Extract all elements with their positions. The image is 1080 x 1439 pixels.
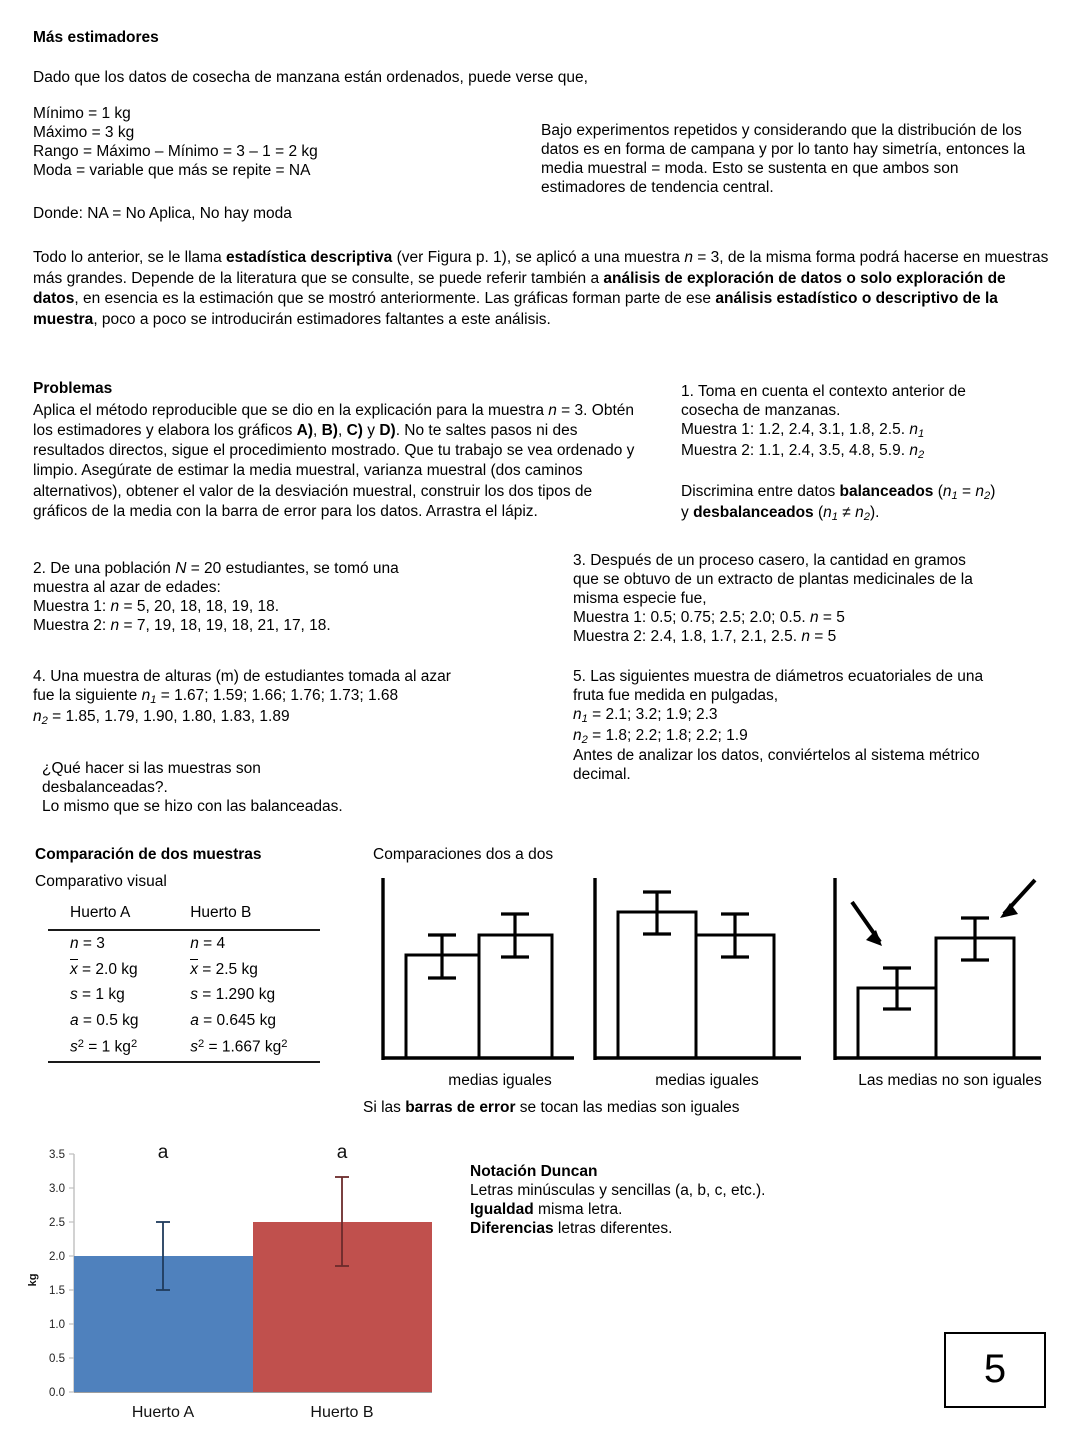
error-bars-footnote <box>363 1098 740 1118</box>
sym-xbar-a: x <box>70 960 78 978</box>
duncan-diferencias: Diferencias <box>470 1219 554 1237</box>
estimator-range: Rango = Máximo – Mínimo = 3 – 1 = 2 kg <box>33 142 318 160</box>
desc-italic-n: n <box>684 249 693 266</box>
x-tick-huerto-a: Huerto A <box>131 1404 195 1421</box>
table-header-row <box>48 900 320 930</box>
p1-m1-text: Muestra 1: 1.2, 2.4, 3.1, 1.8, 2.5. <box>681 420 910 438</box>
comparison-table <box>48 900 320 1068</box>
disc-t3: ) <box>990 483 996 500</box>
desc-bold-2: análisis de exploración de datos o solo exploración de datos <box>33 269 1006 308</box>
page-number-box <box>944 1332 1046 1408</box>
p1-line-1: 1. Toma en cuenta el contexto anterior de <box>681 383 966 400</box>
col-header-huerto-a: Huerto A <box>70 904 131 921</box>
table-row <box>48 982 320 1008</box>
p3-m1-v: = 5 <box>818 608 845 626</box>
p2-m1-v: = 5, 20, 18, 18, 19, 18. <box>119 597 280 615</box>
duncan-line-3 <box>470 1220 890 1239</box>
sym-a-b: a <box>190 1012 199 1030</box>
desc-text-2: (ver Figura p. 1), se aplicó a una muestra <box>392 249 685 266</box>
p4-n2-sub: 2 <box>41 714 48 727</box>
annotation-a-huerto-b: a <box>336 1142 348 1163</box>
y-axis-title: kg <box>27 1273 39 1287</box>
comparativo-visual-subheading: Comparativo visual <box>35 873 167 890</box>
cell-a-b <box>180 1008 320 1034</box>
p1-m2-sub: 2 <box>917 448 925 461</box>
y-tick-1.0: 1.0 <box>49 1319 65 1331</box>
table-row <box>48 1034 320 1062</box>
p4-t1: fue la siguiente <box>33 686 142 704</box>
fn-t2: se tocan las medias son iguales <box>515 1099 740 1116</box>
val-s-a: = 1 kg <box>77 986 125 1004</box>
sym-a-a: a <box>70 1012 79 1030</box>
disc-desbalanceados: desbalanceados <box>693 503 814 521</box>
sup-unit-b: 2 <box>281 1038 288 1051</box>
p1-line-2: cosecha de manzanas. <box>681 401 841 419</box>
p4-n2: n <box>33 707 42 725</box>
y-axis-ticks <box>49 1149 65 1399</box>
p4-line-3 <box>33 708 553 729</box>
y-tick-2.5: 2.5 <box>49 1217 65 1229</box>
disc-n3-sub: 1 <box>831 510 838 523</box>
graph-label-b: B) <box>321 422 338 440</box>
p1-m1-n: n <box>909 420 918 438</box>
y-tick-3.5: 3.5 <box>49 1149 65 1161</box>
sym-s-a: s <box>70 986 78 1004</box>
p5-n2-sub: 2 <box>581 733 588 746</box>
p4-n1-sub: 1 <box>150 694 157 707</box>
disc-t1: Discrimina entre datos <box>681 483 840 500</box>
p1-m1-sub: 1 <box>917 427 925 440</box>
p5-line-1: 5. Las siguientes muestra de diámetros ecuatoriales de una <box>573 668 984 685</box>
caption-panel-3: Las medias no son iguales <box>858 1072 1042 1089</box>
p3-m1-n: n <box>809 608 819 626</box>
duncan-bar-chart <box>22 1140 442 1425</box>
p2-N: N <box>175 560 187 577</box>
table-row <box>48 930 320 957</box>
na-note: Donde: NA = No Aplica, No hay moda <box>33 205 292 222</box>
disc-eq: = <box>957 483 976 500</box>
problem-3 <box>573 552 1073 647</box>
sym-xbar-b: x <box>190 960 198 978</box>
val-n-a: = 3 <box>78 934 105 952</box>
cell-var-b <box>180 1034 320 1062</box>
disc-n1-sub: 1 <box>951 490 958 503</box>
q-line-2: desbalanceadas?. <box>42 778 168 796</box>
disc-t5: ( <box>813 503 824 521</box>
disc-balanceados: balanceados <box>839 483 934 500</box>
p2-m2-t: Muestra 2: <box>33 616 111 634</box>
discrimina-note <box>681 483 1061 524</box>
disc-n4-sub: 2 <box>863 510 870 523</box>
p1-muestra-1 <box>681 421 1061 442</box>
p3-line-3: misma especie fue, <box>573 589 707 607</box>
cell-var-a <box>48 1034 180 1062</box>
duncan-igualdad-text: misma letra. <box>533 1200 623 1218</box>
p4-v1: = 1.67; 1.59; 1.66; 1.76; 1.73; 1.68 <box>156 686 399 704</box>
y-tick-marks <box>69 1154 74 1392</box>
cell-n-a <box>48 930 180 957</box>
duncan-diferencias-text: letras diferentes. <box>553 1219 673 1237</box>
p2-muestra-1 <box>33 598 533 617</box>
disc-n1: n <box>942 483 952 500</box>
caption-panel-1: medias iguales <box>448 1072 552 1089</box>
disc-n2: n <box>975 483 985 500</box>
p2-line-2: muestra al azar de edades: <box>33 578 221 596</box>
q-line-1: ¿Qué hacer si las muestras son <box>42 760 261 777</box>
val-a-b: = 0.645 kg <box>198 1012 276 1030</box>
desbalanceadas-question <box>42 760 472 817</box>
page-title: Más estimadores <box>33 29 159 46</box>
duncan-heading: Notación Duncan <box>470 1163 598 1180</box>
intro-text: Dado que los datos de cosecha de manzana están ordenados, puede verse que, <box>33 69 588 86</box>
graph-label-d: D) <box>379 422 396 440</box>
val-mean-a: = 2.0 kg <box>77 960 138 978</box>
descriptive-statistics-paragraph <box>33 248 1051 330</box>
p5-n1: n <box>573 705 582 723</box>
p3-line-1: 3. Después de un proceso casero, la cantidad en gramos <box>573 552 966 569</box>
p2-m2-v: = 7, 19, 18, 19, 18, 21, 17, 18. <box>119 616 331 634</box>
table-row <box>48 957 320 983</box>
page-number: 5 <box>983 1347 1007 1392</box>
arrow-down-left-icon-2 <box>1000 880 1035 918</box>
y-tick-0.0: 0.0 <box>49 1387 65 1399</box>
p4-v2: = 1.85, 1.79, 1.90, 1.80, 1.83, 1.89 <box>47 707 290 725</box>
disc-n2-sub: 2 <box>984 490 991 503</box>
cell-s-a <box>48 982 180 1008</box>
prob-intro-3: . No te saltes pasos ni des resultados directos, sigue el procedimiento mostrado. Que tu trabajo se vea ordenado y limpio. Asegúrate de estimar la media muestral, varianza muestral (dos caminos alternativos), obtener el valor de la desviación muestral, construir los dos tipos de gráficos de la media con la barra de error para los datos. Arrastra el lápiz. <box>33 422 635 520</box>
discrimina-line-1 <box>681 483 1061 504</box>
disc-neq: ≠ <box>837 503 856 521</box>
p5-line-6: decimal. <box>573 766 631 784</box>
arrow-down-left-icon <box>852 902 882 946</box>
table-bottom-rule <box>48 1062 320 1068</box>
estimator-mode: Moda = variable que más se repite = NA <box>33 161 311 179</box>
problem-4 <box>33 668 553 728</box>
disc-t2: ( <box>933 483 943 500</box>
estimator-min: Mínimo = 1 kg <box>33 105 131 122</box>
schematic-panel-1 <box>378 878 578 1068</box>
sym-n-a: n <box>70 934 79 952</box>
col-header-huerto-b: Huerto B <box>190 904 252 921</box>
p5-line-4 <box>573 727 1073 748</box>
sup-s2-a: 2 <box>77 1038 84 1051</box>
p3-muestra-2 <box>573 628 1073 647</box>
p3-m2-v: = 5 <box>809 627 837 645</box>
fn-t1: Si las <box>363 1099 406 1116</box>
p1-m2-text: Muestra 2: 1.1, 2.4, 3.5, 4.8, 5.9. <box>681 441 910 459</box>
val-n-b: = 4 <box>198 934 226 952</box>
graph-label-a: A) <box>296 422 313 440</box>
p3-line-2: que se obtuvo de un extracto de plantas medicinales de la <box>573 570 973 588</box>
sym-s2-a: s <box>70 1038 78 1056</box>
p1-m2-n: n <box>909 441 918 459</box>
sep-2: , <box>337 422 347 440</box>
val-mean-b: = 2.5 kg <box>197 960 258 978</box>
desc-text-5: , poco a poco se introducirán estimadores faltantes a este análisis. <box>93 310 551 328</box>
desc-text-3: = 3, de la misma forma podrá hacerse en muestras más grandes. Depende de la literatura que se consulte, se puede referir también a <box>33 249 1049 287</box>
p3-m1-t: Muestra 1: 0.5; 0.75; 2.5; 2.0; 0.5. <box>573 608 810 626</box>
cell-a-a <box>48 1008 180 1034</box>
p2-t2: = 20 estudiantes, se tomó una <box>186 560 399 577</box>
comparacion-heading: Comparación de dos muestras <box>35 846 262 863</box>
disc-n3: n <box>823 503 832 521</box>
p2-muestra-2 <box>33 617 533 636</box>
cell-s-b <box>180 982 320 1008</box>
val-a-a: = 0.5 kg <box>78 1012 139 1030</box>
duncan-notation-block <box>470 1163 890 1239</box>
disc-t4: y <box>681 503 694 521</box>
prob-intro-n: n <box>548 402 557 419</box>
fn-bold: barras de error <box>405 1099 516 1116</box>
p2-m1-n: n <box>110 597 120 615</box>
p2-t1: 2. De una población <box>33 560 176 577</box>
p5-line-3 <box>573 706 1073 727</box>
y-tick-1.5: 1.5 <box>49 1285 65 1297</box>
p5-line-5: Antes de analizar los datos, conviértelos al sistema métrico <box>573 747 980 765</box>
sym-s-b: s <box>190 986 198 1004</box>
problemas-heading: Problemas <box>33 380 113 397</box>
cell-mean-a <box>48 957 180 983</box>
val-var-a: = 1 kg <box>83 1038 131 1056</box>
schematic-panel-2 <box>590 878 805 1068</box>
table-row <box>48 1008 320 1034</box>
prob-intro-1: Aplica el método reproducible que se dio en la explicación para la muestra <box>33 402 549 419</box>
problem-2 <box>33 560 533 636</box>
p4-line-1: 4. Una muestra de alturas (m) de estudiantes tomada al azar <box>33 668 451 685</box>
q-line-3: Lo mismo que se hizo con las balanceadas. <box>42 797 343 815</box>
duncan-line-2 <box>470 1201 890 1220</box>
p3-m2-n: n <box>801 627 810 645</box>
problem-1 <box>681 383 1061 462</box>
p3-m2-t: Muestra 2: 2.4, 1.8, 1.7, 2.1, 2.5. <box>573 627 802 645</box>
disc-t6: ). <box>869 503 880 521</box>
estimator-list <box>33 105 533 181</box>
y-tick-0.5: 0.5 <box>49 1353 65 1365</box>
val-s-b: = 1.290 kg <box>197 986 276 1004</box>
p2-m1-t: Muestra 1: <box>33 597 111 615</box>
problem-5 <box>573 668 1073 785</box>
p2-line-1 <box>33 560 533 579</box>
p5-line-2: fruta fue medida en pulgadas, <box>573 686 779 704</box>
caption-panel-2: medias iguales <box>655 1072 759 1089</box>
prob-intro-2: = 3. Obtén los estimadores y elabora los gráficos <box>33 402 634 440</box>
sup-unit-a: 2 <box>130 1038 138 1051</box>
disc-n4: n <box>855 503 864 521</box>
p5-v2: = 1.8; 2.2; 1.8; 2.2; 1.9 <box>587 726 748 744</box>
p3-muestra-1 <box>573 609 1073 628</box>
duncan-igualdad: Igualdad <box>470 1200 534 1218</box>
cell-mean-b <box>180 957 320 983</box>
sup-s2-b: 2 <box>197 1038 205 1051</box>
cell-n-b <box>180 930 320 957</box>
annotation-a-huerto-a: a <box>157 1142 169 1163</box>
schematic-panel-3 <box>830 874 1045 1070</box>
p4-n1: n <box>141 686 151 704</box>
desc-text-4: , en esencia es la estimación que se mostró anteriormente. Las gráficas forman parte de ese <box>74 290 716 308</box>
p5-n2: n <box>573 726 582 744</box>
duncan-line-1: Letras minúsculas y sencillas (a, b, c, etc.). <box>470 1181 766 1199</box>
graph-label-c: C) <box>346 422 363 440</box>
desc-bold-3: análisis estadístico o descriptivo de la muestra <box>33 290 998 328</box>
sym-n-b: n <box>190 934 199 952</box>
desc-bold-1: estadística descriptiva <box>226 249 393 266</box>
problemas-instructions <box>33 401 635 522</box>
sep-1: , <box>312 422 322 440</box>
y-tick-3.0: 3.0 <box>49 1183 65 1195</box>
estimator-max: Máximo = 3 kg <box>33 123 135 141</box>
y-tick-2.0: 2.0 <box>49 1251 65 1263</box>
p4-line-2 <box>33 687 553 708</box>
bell-distribution-note: Bajo experimentos repetidos y considerando que la distribución de los datos es en forma de campana y por lo tanto hay simetría, entonces la media muestral = moda. Esto se sustenta en que ambos son estimadores de tendencia central. <box>541 122 1026 196</box>
sep-3: y <box>362 422 380 440</box>
p1-muestra-2 <box>681 442 1061 463</box>
bar-chart-svg <box>22 1140 442 1425</box>
desc-text-1: Todo lo anterior, se le llama <box>33 249 226 266</box>
x-tick-huerto-b: Huerto B <box>310 1404 374 1421</box>
discrimina-line-2 <box>681 504 1061 525</box>
sym-s2-b: s <box>190 1038 198 1056</box>
p2-m2-n: n <box>110 616 120 634</box>
p5-v1: = 2.1; 3.2; 1.9; 2.3 <box>587 705 718 723</box>
p5-n1-sub: 1 <box>581 712 588 725</box>
val-var-b: = 1.667 kg <box>204 1038 282 1056</box>
comparaciones-title: Comparaciones dos a dos <box>373 846 554 863</box>
